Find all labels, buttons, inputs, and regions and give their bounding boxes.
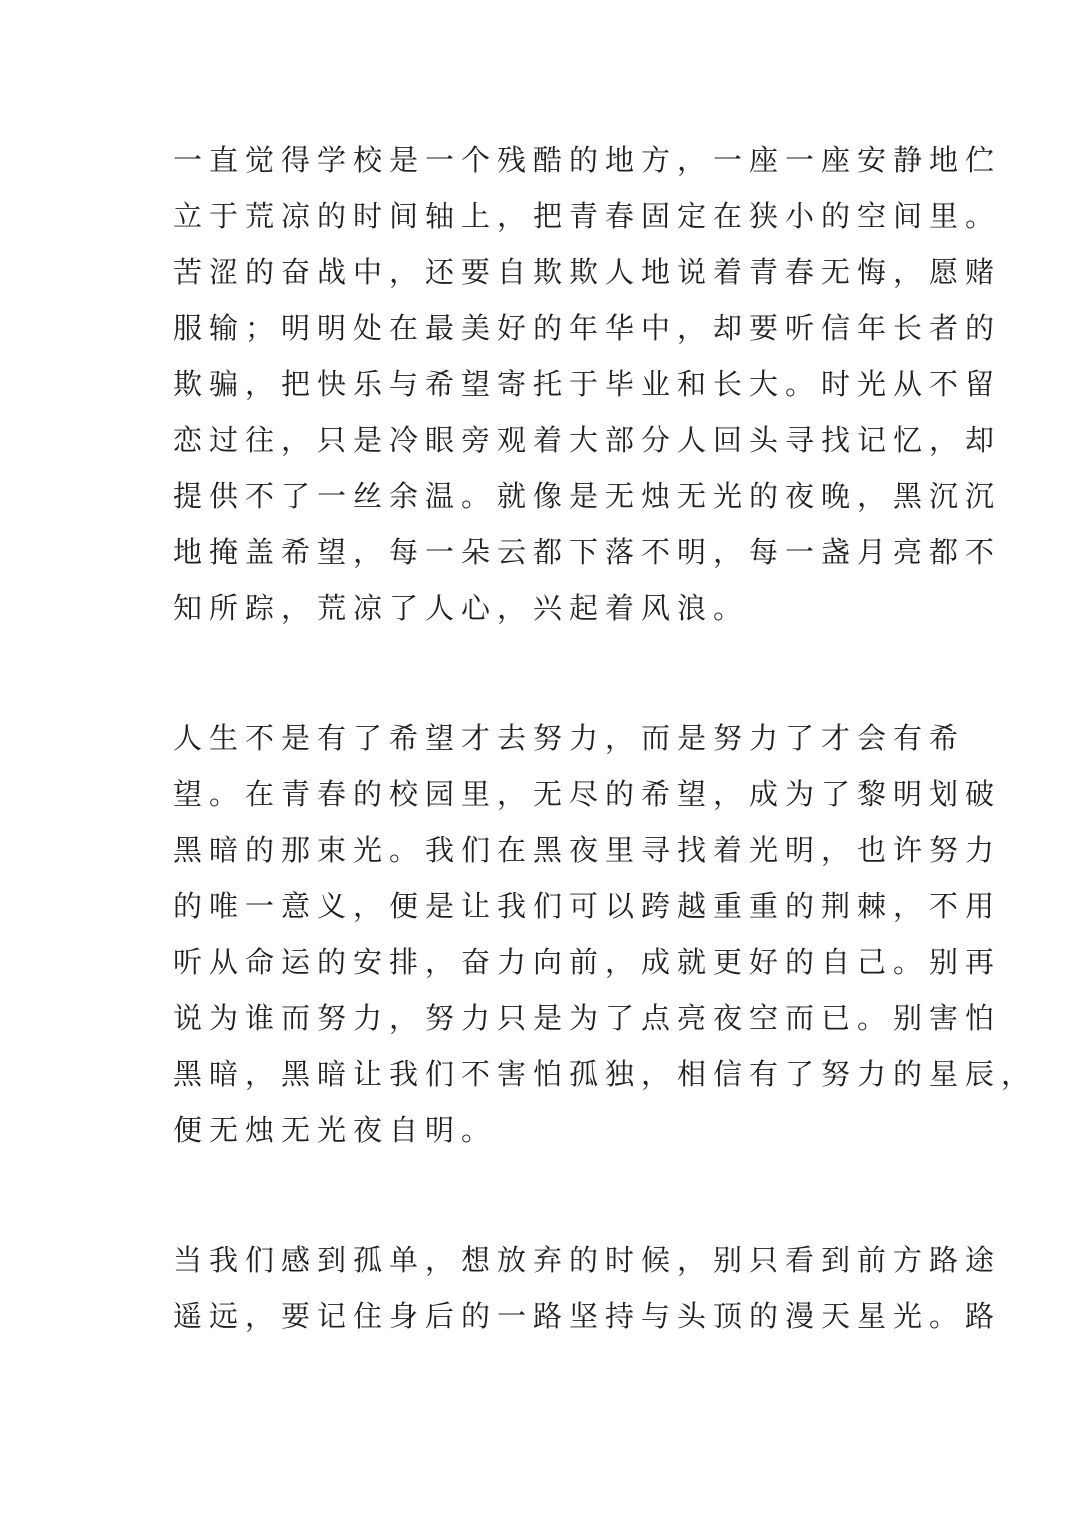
text-line: 听从命运的安排，奋力向前，成就更好的自己。别再	[173, 945, 1002, 979]
article-body	[173, 132, 1038, 1418]
text-line: 提供不了一丝余温。就像是无烛无光的夜晚，黑沉沉	[173, 479, 1002, 513]
text-line: 立于荒凉的时间轴上，把青春固定在狭小的空间里。	[173, 199, 1002, 233]
text-line: 便无烛无光夜自明。	[173, 1113, 498, 1147]
text-line: 遥远，要记住身后的一路坚持与头顶的漫天星光。路	[173, 1299, 1002, 1333]
text-line: 一直觉得学校是一个残酷的地方，一座一座安静地伫	[173, 143, 1002, 177]
text-line: 恋过往，只是冷眼旁观着大部分人回头寻找记忆，却	[173, 423, 1002, 457]
text-line: 地掩盖希望，每一朵云都下落不明，每一盏月亮都不	[173, 535, 1002, 569]
text-line: 人生不是有了希望才去努力，而是努力了才会有希	[173, 721, 966, 755]
text-line: 黑暗的那束光。我们在黑夜里寻找着光明，也许努力	[173, 833, 1002, 867]
paragraph-2	[173, 710, 1038, 1158]
text-line: 知所踪，荒凉了人心，兴起着风浪。	[173, 591, 750, 625]
text-line: 服输；明明处在最美好的年华中，却要听信年长者的	[173, 311, 1002, 345]
paragraph-1	[173, 132, 1002, 636]
text-line: 苦涩的奋战中，还要自欺欺人地说着青春无悔，愿赌	[173, 255, 1002, 289]
text-line: 说为谁而努力，努力只是为了点亮夜空而已。别害怕	[173, 1001, 1002, 1035]
text-line: 黑暗，黑暗让我们不害怕孤独，相信有了努力的星辰，	[173, 1057, 1038, 1091]
text-line: 当我们感到孤单，想放弃的时候，别只看到前方路途	[173, 1243, 1002, 1277]
text-line: 欺骗，把快乐与希望寄托于毕业和长大。时光从不留	[173, 367, 1002, 401]
text-line: 的唯一意义，便是让我们可以跨越重重的荆棘，不用	[173, 889, 1002, 923]
text-line: 望。在青春的校园里，无尽的希望，成为了黎明划破	[173, 777, 1002, 811]
paragraph-3	[173, 1232, 1002, 1344]
